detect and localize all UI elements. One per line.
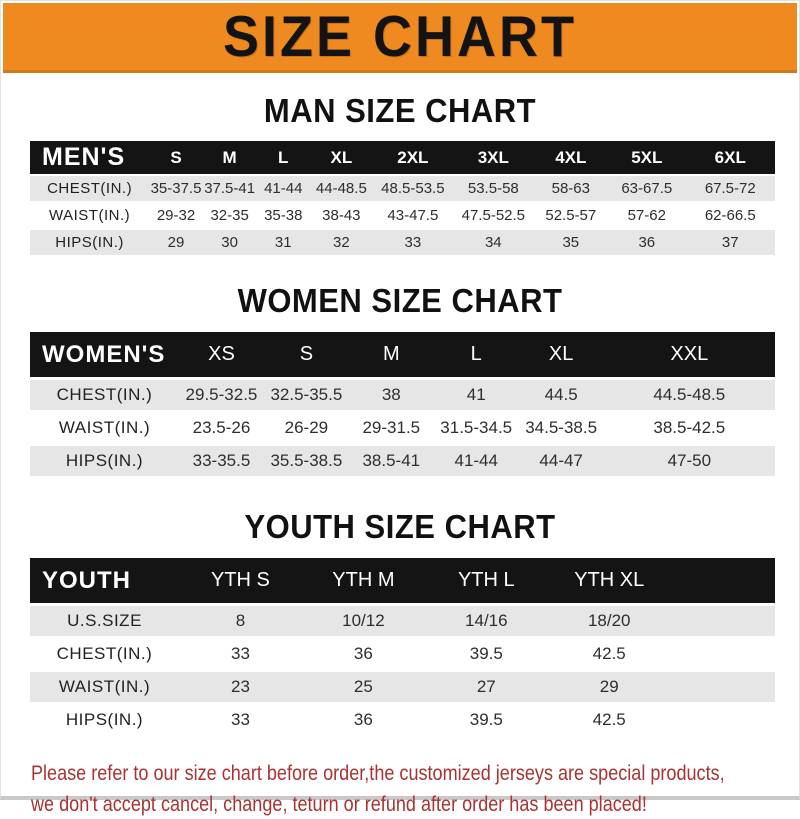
men-size-table (30, 139, 775, 257)
data-cell: 38.5-42.5 (604, 413, 775, 443)
disclaimer (31, 758, 799, 819)
table-row (30, 446, 775, 476)
spacer-cell (671, 639, 775, 669)
column-header: 6XL (686, 141, 775, 174)
data-cell: 43-47.5 (373, 203, 453, 228)
table-title-cell: YOUTH (30, 558, 179, 603)
data-cell: 35-38 (256, 203, 310, 228)
data-cell: 36 (302, 705, 425, 735)
data-cell: 44.5 (519, 380, 604, 410)
table-row (30, 705, 775, 735)
data-cell: 41-44 (256, 176, 310, 201)
data-cell: 37.5-41 (203, 176, 257, 201)
data-cell: 38-43 (310, 203, 373, 228)
youth-section-heading: YOUTH SIZE CHART (244, 507, 556, 546)
data-cell: 32-35 (203, 203, 257, 228)
row-label: CHEST(IN.) (30, 380, 179, 410)
data-cell: 52.5-57 (534, 203, 609, 228)
row-label: WAIST(IN.) (30, 672, 179, 702)
column-header: 3XL (453, 141, 533, 174)
data-cell: 44.5-48.5 (604, 380, 775, 410)
spacer-cell (671, 558, 775, 603)
table-header-row (30, 332, 775, 377)
data-cell: 26-29 (264, 413, 349, 443)
data-cell: 31.5-34.5 (434, 413, 519, 443)
data-cell: 38 (349, 380, 434, 410)
data-cell: 8 (179, 606, 302, 636)
column-header: L (434, 332, 519, 377)
data-cell: 33 (179, 705, 302, 735)
data-cell: 35 (534, 230, 609, 255)
column-header: S (149, 141, 203, 174)
row-label: HIPS(IN.) (30, 446, 179, 476)
table-row (30, 672, 775, 702)
column-header: 5XL (608, 141, 685, 174)
data-cell: 35.5-38.5 (264, 446, 349, 476)
data-cell: 42.5 (548, 705, 671, 735)
data-cell: 47.5-52.5 (453, 203, 533, 228)
table-row (30, 413, 775, 443)
row-label: U.S.SIZE (30, 606, 179, 636)
column-header: XS (179, 332, 264, 377)
data-cell: 32 (310, 230, 373, 255)
data-cell: 62-66.5 (686, 203, 775, 228)
column-header: YTH S (179, 558, 302, 603)
column-header: YTH L (425, 558, 548, 603)
data-cell: 23.5-26 (179, 413, 264, 443)
data-cell: 63-67.5 (608, 176, 685, 201)
data-cell: 44-48.5 (310, 176, 373, 201)
table-row (30, 176, 775, 201)
data-cell: 44-47 (519, 446, 604, 476)
table-row (30, 230, 775, 255)
row-label: CHEST(IN.) (30, 176, 149, 201)
data-cell: 30 (203, 230, 257, 255)
data-cell: 58-63 (534, 176, 609, 201)
data-cell: 33-35.5 (179, 446, 264, 476)
column-header: XXL (604, 332, 775, 377)
data-cell: 41 (434, 380, 519, 410)
disclaimer-line-1: Please refer to our size chart before order,the customized jerseys are special products, (31, 761, 725, 785)
data-cell: 10/12 (302, 606, 425, 636)
table-row (30, 203, 775, 228)
data-cell: 31 (256, 230, 310, 255)
column-header: M (349, 332, 434, 377)
column-header: YTH M (302, 558, 425, 603)
banner (3, 3, 797, 73)
data-cell: 29.5-32.5 (179, 380, 264, 410)
row-label: HIPS(IN.) (30, 705, 179, 735)
data-cell: 42.5 (548, 639, 671, 669)
data-cell: 29-31.5 (349, 413, 434, 443)
women-size-table (30, 329, 775, 479)
table-row (30, 380, 775, 410)
data-cell: 29 (149, 230, 203, 255)
row-label: CHEST(IN.) (30, 639, 179, 669)
data-cell: 25 (302, 672, 425, 702)
table-header-row (30, 141, 775, 174)
column-header: S (264, 332, 349, 377)
data-cell: 29 (548, 672, 671, 702)
data-cell: 27 (425, 672, 548, 702)
data-cell: 34 (453, 230, 533, 255)
data-cell: 37 (686, 230, 775, 255)
spacer-cell (671, 705, 775, 735)
data-cell: 53.5-58 (453, 176, 533, 201)
column-header: L (256, 141, 310, 174)
data-cell: 23 (179, 672, 302, 702)
data-cell: 67.5-72 (686, 176, 775, 201)
men-section-heading: MAN SIZE CHART (263, 91, 537, 130)
data-cell: 18/20 (548, 606, 671, 636)
data-cell: 33 (373, 230, 453, 255)
column-header: 2XL (373, 141, 453, 174)
data-cell: 33 (179, 639, 302, 669)
table-row (30, 606, 775, 636)
table-row (30, 639, 775, 669)
column-header: 4XL (534, 141, 609, 174)
data-cell: 34.5-38.5 (519, 413, 604, 443)
youth-size-table (30, 555, 775, 738)
data-cell: 36 (608, 230, 685, 255)
data-cell: 39.5 (425, 639, 548, 669)
column-header: M (203, 141, 257, 174)
disclaimer-line-2: we don't accept cancel, change, teturn or refund after order has been placed! (31, 791, 647, 816)
data-cell: 47-50 (604, 446, 775, 476)
data-cell: 36 (302, 639, 425, 669)
spacer-cell (671, 672, 775, 702)
column-header: XL (310, 141, 373, 174)
data-cell: 48.5-53.5 (373, 176, 453, 201)
data-cell: 29-32 (149, 203, 203, 228)
table-title-cell: WOMEN'S (30, 332, 179, 377)
table-header-row (30, 558, 775, 603)
data-cell: 14/16 (425, 606, 548, 636)
data-cell: 35-37.5 (149, 176, 203, 201)
row-label: WAIST(IN.) (30, 203, 149, 228)
column-header: YTH XL (548, 558, 671, 603)
column-header: XL (519, 332, 604, 377)
women-section-heading: WOMEN SIZE CHART (237, 281, 563, 320)
page-title: SIZE CHART (223, 4, 577, 69)
data-cell: 38.5-41 (349, 446, 434, 476)
data-cell: 57-62 (608, 203, 685, 228)
spacer-cell (671, 606, 775, 636)
row-label: HIPS(IN.) (30, 230, 149, 255)
data-cell: 41-44 (434, 446, 519, 476)
data-cell: 32.5-35.5 (264, 380, 349, 410)
row-label: WAIST(IN.) (30, 413, 179, 443)
data-cell: 39.5 (425, 705, 548, 735)
table-title-cell: MEN'S (30, 141, 149, 174)
